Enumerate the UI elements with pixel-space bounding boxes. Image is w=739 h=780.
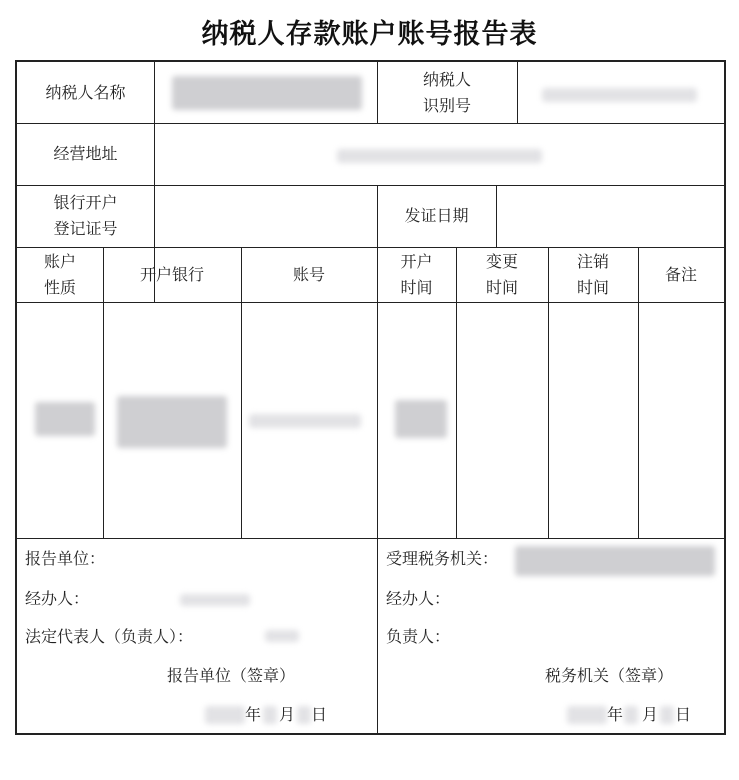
legal-rep-label: 法定代表人（负责人）： bbox=[25, 627, 194, 646]
bank-name-redacted bbox=[117, 396, 227, 448]
col-header-close-time: 注销 时间 bbox=[576, 251, 609, 297]
issue-date-label: 发证日期 bbox=[404, 206, 469, 225]
month-label-right: 月 bbox=[642, 705, 659, 724]
responsible-label: 负责人： bbox=[386, 627, 451, 646]
month-left-redacted bbox=[263, 706, 277, 724]
year-left-redacted bbox=[205, 706, 245, 724]
month-right-redacted bbox=[624, 706, 638, 724]
year-label-right: 年 bbox=[607, 705, 624, 724]
col-header-account-type: 账户 性质 bbox=[43, 251, 76, 297]
handler-name-redacted bbox=[180, 594, 250, 606]
col-divider bbox=[496, 185, 497, 247]
handler-label-right: 经办人： bbox=[386, 589, 451, 608]
report-unit-seal-label: 报告单位（签章） bbox=[167, 666, 296, 685]
year-right-redacted bbox=[567, 706, 607, 724]
tax-office-redacted bbox=[515, 546, 715, 576]
col-header-remarks: 备注 bbox=[664, 264, 697, 284]
account-type-redacted bbox=[35, 402, 95, 436]
address-redacted bbox=[337, 149, 542, 163]
tax-office-seal-label: 税务机关（签章） bbox=[545, 666, 674, 685]
col-header-bank: 开户银行 bbox=[139, 264, 204, 284]
day-left-redacted bbox=[297, 706, 311, 724]
handler-label-left: 经办人： bbox=[25, 589, 90, 608]
report-unit-label: 报告单位： bbox=[25, 549, 106, 568]
col-header-change-time: 变更 时间 bbox=[485, 251, 518, 297]
tax-office-label: 受理税务机关： bbox=[386, 549, 499, 568]
open-time-redacted bbox=[395, 400, 447, 438]
col-header-open-time: 开户 时间 bbox=[400, 251, 433, 297]
account-number-redacted bbox=[249, 414, 361, 428]
form-title: 纳税人存款账户账号报告表 bbox=[201, 19, 538, 50]
day-right-redacted bbox=[660, 706, 674, 724]
address-label: 经营地址 bbox=[53, 144, 118, 163]
month-label-left: 月 bbox=[279, 705, 296, 724]
col-header-account-number: 账号 bbox=[292, 264, 325, 284]
bank-registration-label: 银行开户 登记证号 bbox=[53, 193, 118, 238]
taxpayer-name-label: 纳税人名称 bbox=[45, 82, 126, 102]
taxpayer-id-label: 纳税人 识别号 bbox=[422, 69, 471, 115]
legal-rep-redacted bbox=[265, 630, 299, 642]
taxpayer-id-redacted bbox=[542, 88, 697, 102]
year-label-left: 年 bbox=[245, 705, 262, 724]
day-label-left: 日 bbox=[311, 705, 328, 724]
row-divider bbox=[17, 302, 724, 303]
col-divider bbox=[377, 247, 378, 735]
col-divider bbox=[517, 62, 518, 123]
row-divider bbox=[17, 538, 724, 539]
report-form bbox=[15, 60, 726, 735]
day-label-right: 日 bbox=[675, 705, 692, 724]
taxpayer-name-redacted bbox=[172, 76, 362, 110]
